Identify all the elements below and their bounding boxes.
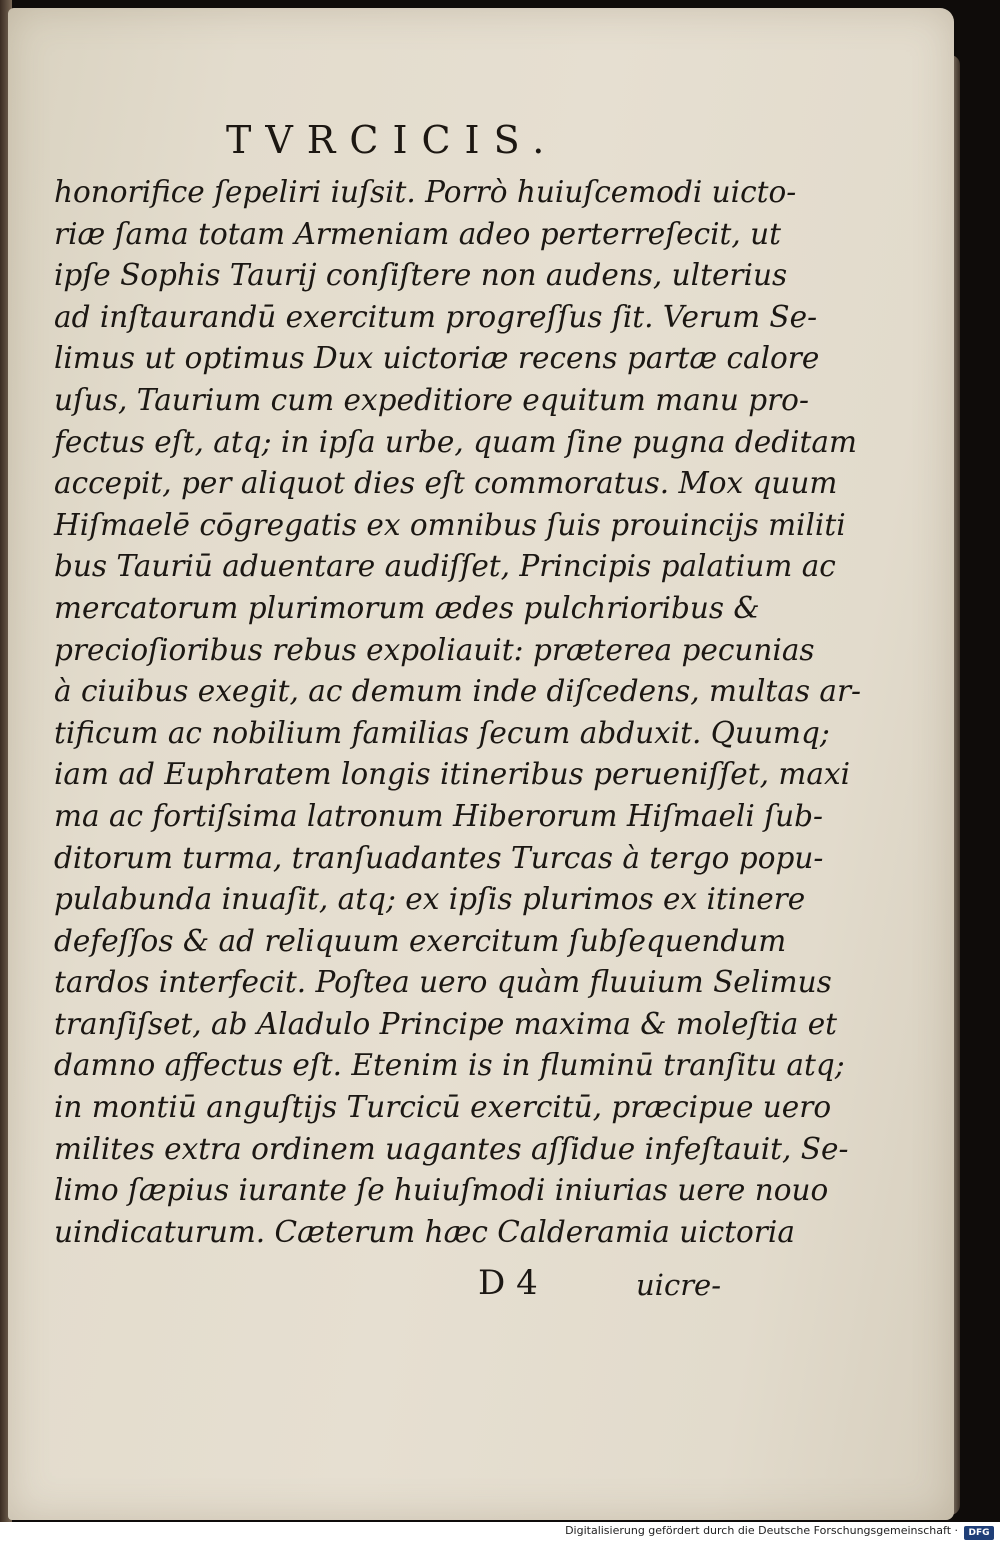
text-line: uindicaturum. Cæterum hæc Calderamia uictoria: [54, 1214, 795, 1249]
text-line: limus ut optimus Dux uictoriæ recens partæ calore: [54, 341, 820, 376]
text-line: ad inſtaurandū exercitum progreſſus ſit. Verum Se-: [54, 299, 818, 334]
running-head: TVRCICIS.: [226, 118, 559, 162]
signature-mark: D 4: [478, 1263, 538, 1303]
text-line: à ciuibus exegit, ac demum inde diſcedens, multas ar-: [54, 674, 862, 709]
text-line: accepit, per aliquot dies eſt commoratus. Mox quum: [54, 466, 838, 501]
text-line: ipſe Sophis Taurij conſiſtere non audens, ulterius: [54, 258, 788, 293]
funding-notice: Digitalisierung gefördert durch die Deutsche Forschungsgemeinschaft ·: [565, 1524, 958, 1537]
text-line: ditorum turma, tranſuadantes Turcas à tergo popu-: [54, 840, 824, 875]
text-line: honorifice ſepeliri iuſsit. Porrò huiuſcemodi uicto-: [54, 175, 797, 209]
dfg-logo-icon: DFG: [964, 1526, 994, 1540]
text-line: milites extra ordinem uagantes aſſidue infeſtauit, Se-: [54, 1131, 849, 1166]
text-line: fectus eſt, atq; in ipſa urbe, quam ſine pugna deditam: [54, 424, 857, 459]
text-line: uſus, Taurium cum expeditiore equitum manu pro-: [54, 382, 809, 417]
catchword: uicre-: [636, 1268, 722, 1302]
text-line: defeſſos & ad reliquum exercitum ſubſequendum: [54, 923, 787, 958]
text-line: tificum ac nobilium familias ſecum abduxit. Quumq;: [54, 715, 830, 750]
text-line: riæ ſama totam Armeniam adeo perterreſecit, ut: [54, 216, 781, 251]
text-line: iam ad Euphratem longis itineribus perueniſſet, maxi: [54, 757, 851, 792]
text-line: limo ſæpius iurante ſe huiuſmodi iniurias uere nouo: [54, 1173, 829, 1208]
text-line: tardos interfecit. Poſtea uero quàm fluuium Selimus: [54, 965, 832, 1000]
text-line: bus Tauriū aduentare audiſſet, Principis palatium ac: [54, 549, 836, 584]
text-line: in montiū anguſtijs Turcicū exercitū, præcipue uero: [54, 1090, 832, 1125]
text-line: pulabunda inuaſit, atq; ex ipſis plurimos ex itinere: [54, 882, 806, 917]
page-content: [16, 16, 930, 1528]
text-line: mercatorum plurimorum ædes pulchrioribus &: [54, 590, 760, 625]
text-line: Hiſmaelē cōgregatis ex omnibus ſuis prouincijs militi: [54, 507, 846, 542]
book-page: [8, 8, 954, 1520]
text-line: ma ac fortiſsima latronum Hiberorum Hiſmaeli ſub-: [54, 798, 823, 833]
text-line: tranſiſset, ab Aladulo Principe maxima & moleſtia et: [54, 1006, 838, 1041]
text-line: precioſioribus rebus expoliauit: præterea pecunias: [54, 632, 815, 667]
text-line: damno affectus eſt. Etenim is in fluminū tranſitu atq;: [54, 1048, 845, 1083]
body-text: [54, 172, 862, 1253]
